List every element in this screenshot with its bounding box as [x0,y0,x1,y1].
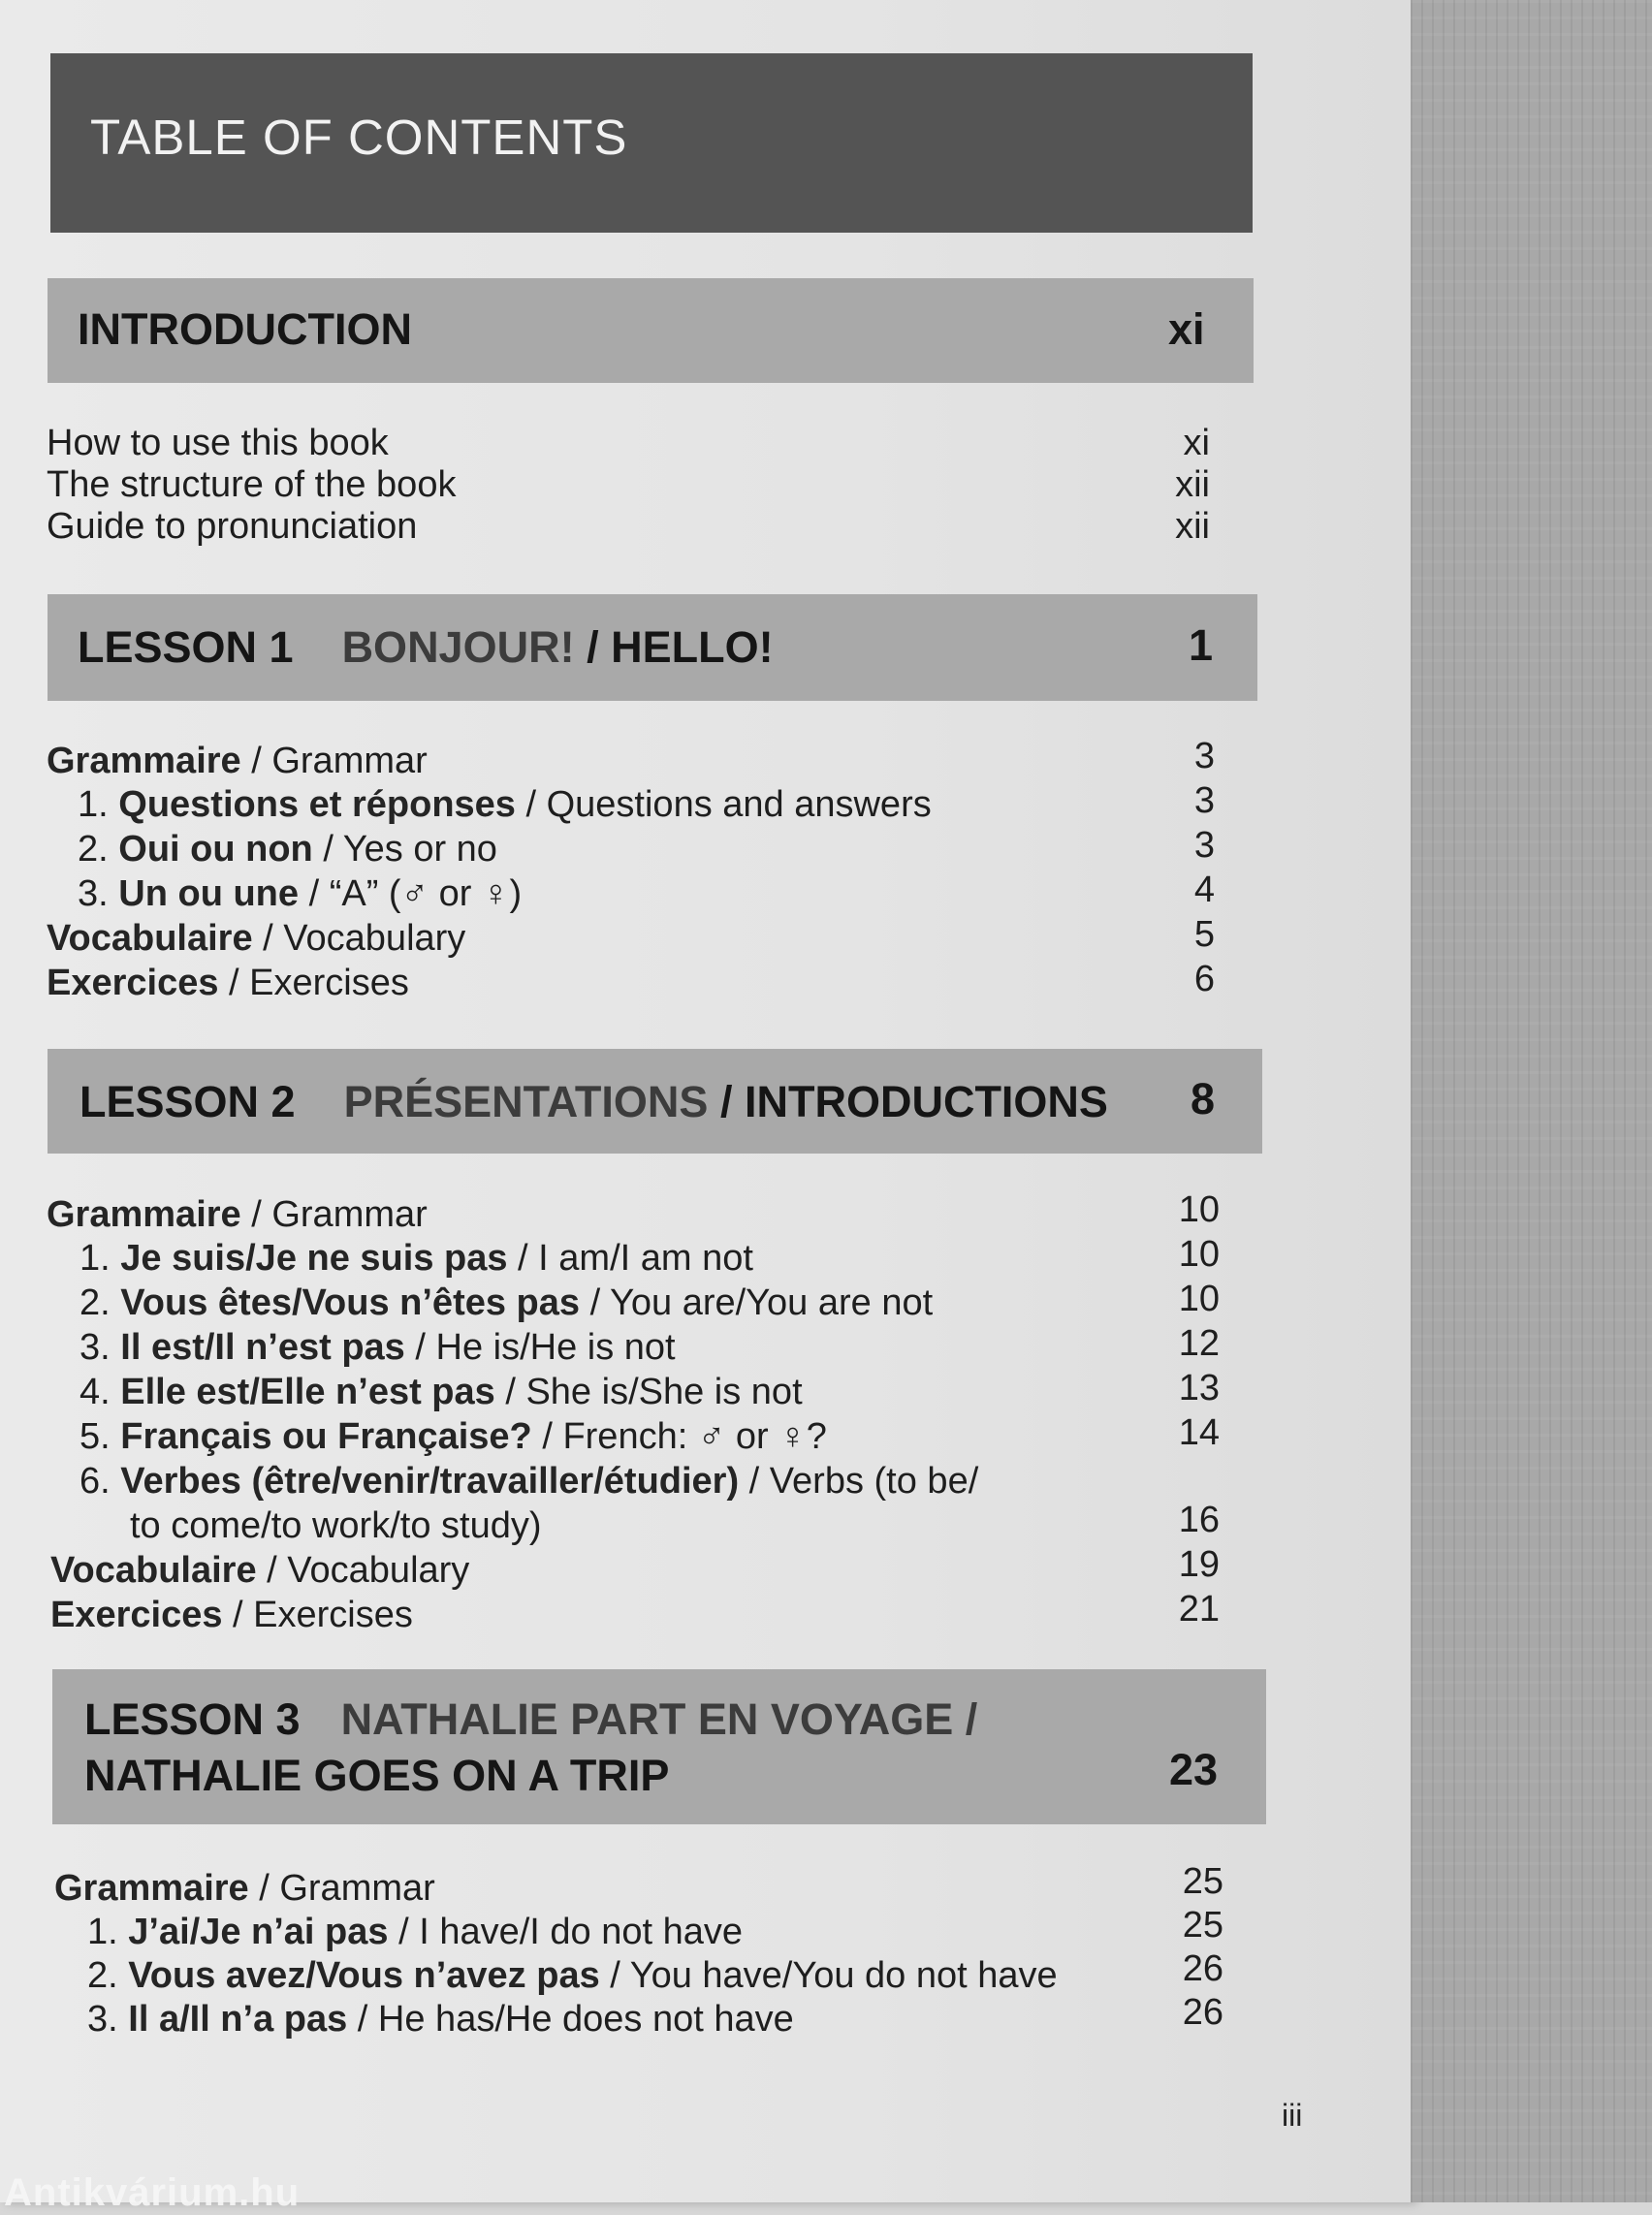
entry-fr: Questions et réponses [118,784,516,825]
entry-num: 3. [87,1999,118,2040]
toc-entry[interactable] [50,1593,413,1637]
toc-entry[interactable] [78,871,522,916]
toc-entry[interactable] [47,1192,428,1237]
entry-text: to come/to work/to study) [130,1505,542,1546]
entry-en: / Verbs (to be/ [739,1461,979,1502]
entry-page: xii [1175,506,1210,547]
entry-page: 6 [1193,959,1215,999]
entry-en: / Vocabulary [252,918,466,959]
entry-en: / Questions and answers [515,784,932,825]
entry-fr: Vous avez/Vous n’avez pas [128,1955,600,1996]
entry-fr: Vocabulaire [47,918,253,959]
toc-entry[interactable] [87,1997,794,2041]
entry-fr: J’ai/Je n’ai pas [128,1912,389,1952]
lesson-title-fr: NATHALIE PART EN VOYAGE / [340,1694,978,1744]
entry-text: Guide to pronunciation [47,506,418,547]
entry-en: / Exercises [218,963,409,1003]
entry-fr: Verbes (être/venir/travailler/étudier) [120,1461,740,1502]
entry-page: 14 [1178,1412,1220,1453]
lesson-number: LESSON 2 [79,1077,296,1126]
entry-num: 6. [79,1461,111,1502]
entry-fr: Exercices [50,1595,223,1635]
entry-en: / I am/I am not [507,1238,753,1279]
entry-en: / He has/He does not have [347,1999,794,2040]
toc-entry[interactable] [79,1281,933,1325]
toc-entry[interactable] [79,1236,753,1281]
entry-page: 19 [1178,1544,1220,1585]
page-title: TABLE OF CONTENTS [90,110,628,165]
toc-entry[interactable] [47,462,456,507]
entry-page: 26 [1182,1948,1223,1989]
entry-fr: Grammaire [54,1868,249,1909]
watermark: Antikvárium.hu [4,2171,301,2214]
toc-entry[interactable] [54,1866,435,1911]
toc-entry[interactable] [79,1414,827,1459]
toc-entry[interactable] [47,421,389,465]
entry-page: 16 [1178,1500,1220,1540]
entry-page: xi [1183,423,1210,463]
toc-entry[interactable] [47,916,465,961]
entry-page: 25 [1182,1905,1223,1946]
toc-entry[interactable] [47,739,428,783]
entry-en: / You have/You do not have [599,1955,1058,1996]
toc-entry[interactable] [47,961,409,1005]
entry-page: 10 [1178,1234,1220,1275]
lesson-3-heading-line-2: NATHALIE GOES ON A TRIP [84,1751,670,1800]
toc-entry[interactable] [87,1953,1058,1998]
entry-page: 10 [1178,1279,1220,1319]
entry-fr: Un ou une [118,873,300,914]
entry-num: 1. [87,1912,118,1952]
entry-en: / French: ♂ or ♀? [531,1416,827,1457]
entry-page: 3 [1193,825,1215,866]
entry-text: The structure of the book [47,464,457,505]
entry-en: / She is/She is not [494,1372,803,1412]
entry-fr: Vous êtes/Vous n’êtes pas [120,1282,581,1323]
lesson-title-fr: BONJOUR! [341,622,575,672]
entry-page: 5 [1193,914,1215,955]
entry-fr: Il a/Il n’a pas [128,1999,348,2040]
lesson-3-page: 23 [1169,1745,1219,1794]
entry-en: / I have/I do not have [388,1912,744,1952]
page-number: iii [1282,2098,1303,2133]
lesson-1-page: 1 [1189,620,1214,670]
entry-en: / Vocabulary [256,1550,470,1591]
lesson-1-heading [78,620,774,675]
entry-fr: Grammaire [47,1194,241,1235]
entry-page: 26 [1182,1992,1223,2033]
lesson-number: LESSON 3 [84,1694,301,1744]
entry-fr: Il est/Il n’est pas [120,1327,405,1368]
toc-entry-continuation[interactable] [130,1503,542,1548]
entry-num: 1. [79,1238,111,1279]
lesson-title-en: / HELLO! [587,622,774,672]
entry-fr: Exercices [47,963,219,1003]
entry-fr: Oui ou non [118,829,313,870]
entry-en: / You are/You are not [580,1282,934,1323]
entry-num: 2. [87,1955,118,1996]
entry-en: / Grammar [248,1868,435,1909]
entry-num: 2. [78,829,109,870]
entry-page: 21 [1178,1589,1220,1630]
lesson-2-heading [79,1075,1108,1129]
toc-entry[interactable] [78,827,497,871]
entry-fr: Elle est/Elle n’est pas [120,1372,495,1412]
section-page-introduction: xi [1168,304,1205,354]
entry-page: 25 [1182,1861,1223,1902]
entry-fr: Grammaire [47,741,241,781]
lesson-number: LESSON 1 [78,622,294,672]
entry-page: 12 [1178,1323,1220,1364]
entry-page: 3 [1193,736,1215,776]
entry-num: 5. [79,1416,111,1457]
section-title-introduction: INTRODUCTION [78,304,412,354]
wood-background [1411,0,1652,2202]
entry-en: / Yes or no [312,829,497,870]
toc-entry[interactable] [47,504,417,549]
entry-fr: Français ou Française? [120,1416,532,1457]
entry-en: / Grammar [240,741,428,781]
toc-entry[interactable] [79,1370,803,1414]
entry-en: / He is/He is not [404,1327,676,1368]
entry-text: How to use this book [47,423,389,463]
lesson-title-en: / INTRODUCTIONS [719,1077,1108,1126]
entry-num: 3. [78,873,109,914]
lesson-title-fr: PRÉSENTATIONS [343,1077,709,1126]
toc-entry[interactable] [50,1548,469,1593]
entry-page: 3 [1193,780,1215,821]
entry-page: 13 [1178,1368,1220,1408]
entry-page: 4 [1193,870,1215,910]
entry-fr: Je suis/Je ne suis pas [120,1238,508,1279]
entry-en: / “A” (♂ or ♀) [299,873,523,914]
toc-entry[interactable] [79,1459,978,1503]
lesson-3-heading-line-1 [84,1693,977,1747]
entry-page: 10 [1178,1189,1220,1230]
entry-num: 4. [79,1372,111,1412]
toc-entry[interactable] [78,782,932,827]
entry-num: 2. [79,1282,111,1323]
toc-entry[interactable] [79,1325,676,1370]
entry-fr: Vocabulaire [50,1550,257,1591]
entry-en: / Exercises [222,1595,413,1635]
entry-num: 1. [78,784,109,825]
toc-entry[interactable] [87,1910,743,1954]
entry-num: 3. [79,1327,111,1368]
entry-en: / Grammar [240,1194,428,1235]
entry-page: xii [1175,464,1210,505]
lesson-2-page: 8 [1191,1074,1216,1123]
